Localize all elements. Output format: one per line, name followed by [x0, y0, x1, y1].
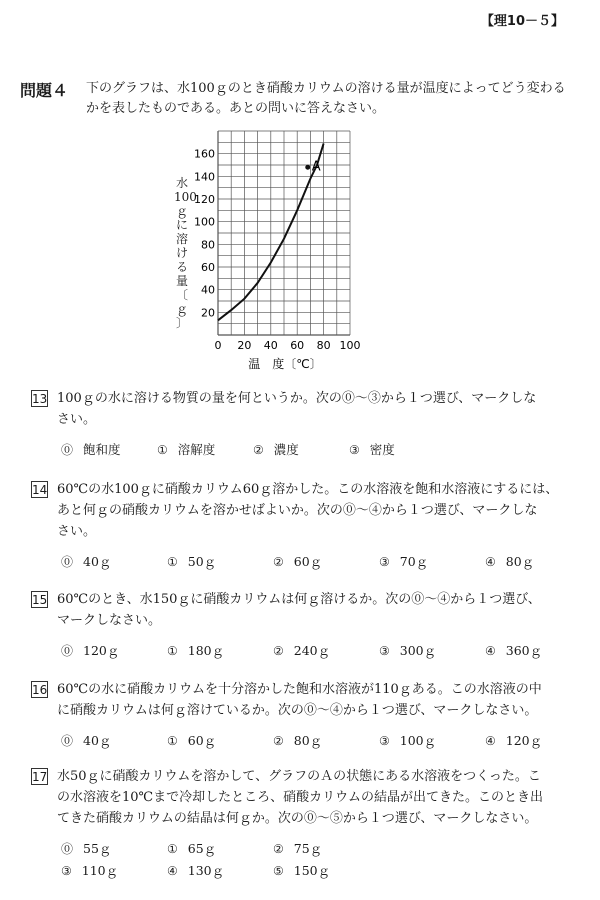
question-text-line: てきた硝酸カリウムの結晶は何ｇか。次の⓪～⑤から１つ選び、マークしなさい。: [57, 811, 538, 826]
answer-options: [61, 552, 581, 572]
option-text: 65ｇ: [187, 841, 217, 856]
option-mark: ③: [379, 555, 390, 569]
answer-option[interactable]: [485, 552, 534, 570]
question-number: 14: [32, 483, 48, 497]
option-text: 80ｇ: [293, 733, 323, 748]
x-tick-label: 80: [316, 339, 331, 352]
x-tick-label: 60: [290, 339, 305, 352]
question-number: 13: [32, 392, 48, 406]
option-text: 40ｇ: [83, 554, 112, 569]
question-text-line: 60℃の水に硝酸カリウムを十分溶かした飽和水溶液が110ｇある。この水溶液の中: [57, 682, 542, 697]
question-text-line: の水溶液を10℃まで冷却したところ、硝酸カリウムの結晶が出てきた。このとき出: [57, 790, 543, 805]
question-text-line: マークしなさい。: [57, 613, 162, 628]
answer-option[interactable]: [167, 839, 216, 857]
option-mark: ③: [379, 734, 390, 748]
question-text-line: あと何ｇの硝酸カリウムを溶かせばよいか。次の⓪～④から１つ選び、マークしな: [57, 503, 538, 518]
answer-option[interactable]: [273, 861, 330, 879]
answer-option[interactable]: [349, 440, 395, 458]
answer-option[interactable]: [379, 641, 436, 659]
x-tick-label: 20: [237, 339, 252, 352]
y-tick-label: 100: [194, 215, 215, 229]
option-mark: ②: [273, 555, 284, 569]
option-mark: ⓪: [61, 443, 74, 457]
question-text-line: 100ｇの水に溶ける物質の量を何というか。次の⓪～③から１つ選び、マークしな: [57, 391, 537, 406]
option-text: 360ｇ: [505, 643, 543, 658]
answer-option[interactable]: [61, 839, 111, 857]
answer-option[interactable]: [253, 440, 299, 458]
option-mark: ①: [167, 842, 178, 856]
option-text: 180ｇ: [187, 643, 225, 658]
option-mark: ④: [485, 555, 496, 569]
answer-options: [61, 641, 581, 661]
answer-option[interactable]: [167, 731, 216, 749]
option-mark: ③: [61, 864, 72, 878]
question-text-line: さい。: [57, 412, 97, 427]
answer-option[interactable]: [157, 440, 215, 458]
option-text: 80ｇ: [505, 554, 535, 569]
question-number: 17: [32, 770, 48, 784]
answer-option[interactable]: [273, 731, 322, 749]
solubility-chart: [190, 125, 380, 375]
option-text: 240ｇ: [293, 643, 331, 658]
problem-title: 問題４: [20, 81, 69, 100]
answer-option[interactable]: [167, 861, 224, 879]
y-tick-label: 80: [201, 238, 215, 252]
problem-intro: 下のグラフは、水100ｇのとき硝酸カリウムの溶ける量が温度によってどう変わるかを表したものである。あとの問いに答えなさい。: [86, 81, 566, 116]
option-text: 溶解度: [177, 442, 216, 457]
option-mark: ②: [273, 644, 284, 658]
option-mark: ①: [167, 734, 178, 748]
option-mark: ⓪: [61, 842, 74, 856]
option-mark: ①: [167, 644, 178, 658]
answer-option[interactable]: [273, 552, 322, 570]
option-mark: ③: [349, 443, 360, 457]
answer-options: [61, 731, 581, 751]
question-text-line: 水50ｇに硝酸カリウムを溶かして、グラフのＡの状態にある水溶液をつくった。こ: [57, 769, 541, 784]
point-a-label: A: [311, 159, 321, 175]
chart-y-axis-label: 水 100 ｇ に 溶 け る 量 〔 ｇ 〕: [174, 176, 197, 330]
answer-option[interactable]: [167, 552, 216, 570]
option-text: 70ｇ: [399, 554, 429, 569]
option-text: 120ｇ: [505, 733, 543, 748]
option-mark: ⓪: [61, 555, 74, 569]
point-a-marker: [305, 165, 310, 170]
option-text: 50ｇ: [187, 554, 217, 569]
option-text: 110ｇ: [81, 863, 119, 878]
answer-option[interactable]: [61, 861, 118, 879]
answer-option[interactable]: [61, 552, 111, 570]
answer-option[interactable]: [61, 731, 111, 749]
option-text: 75ｇ: [293, 841, 323, 856]
answer-option[interactable]: [61, 440, 121, 458]
y-tick-label: 20: [201, 306, 215, 320]
option-text: 密度: [369, 442, 395, 457]
option-mark: ⑤: [273, 864, 284, 878]
y-tick-label: 140: [194, 170, 215, 184]
answer-option[interactable]: [485, 731, 542, 749]
answer-option[interactable]: [167, 641, 224, 659]
answer-option[interactable]: [485, 641, 542, 659]
answer-options: [61, 440, 581, 460]
y-tick-label: 60: [201, 261, 215, 274]
option-text: 飽和度: [83, 442, 121, 457]
question-number: 16: [32, 683, 48, 697]
answer-option[interactable]: [61, 641, 119, 659]
option-text: 60ｇ: [187, 733, 217, 748]
answer-option[interactable]: [273, 641, 330, 659]
y-tick-label: 160: [194, 147, 215, 161]
y-tick-label: 40: [201, 283, 215, 297]
chart-x-axis-label: 温 度〔℃〕: [248, 357, 322, 371]
option-text: 130ｇ: [187, 863, 225, 878]
answer-options: [61, 861, 581, 881]
option-text: 濃度: [273, 442, 299, 457]
option-mark: ①: [167, 555, 178, 569]
option-text: 150ｇ: [293, 863, 331, 878]
answer-options: [61, 839, 581, 859]
option-mark: ②: [273, 734, 284, 748]
option-text: 60ｇ: [293, 554, 323, 569]
x-tick-label: 0: [214, 339, 222, 352]
option-mark: ②: [253, 443, 264, 457]
question-text-line: 60℃のとき、水150ｇに硝酸カリウムは何ｇ溶けるか。次の⓪～④から１つ選び、: [57, 592, 541, 607]
option-mark: ④: [167, 864, 178, 878]
page-header: 【理10－５】: [480, 14, 564, 29]
option-mark: ④: [485, 734, 496, 748]
question-text-line: に硝酸カリウムは何ｇ溶けているか。次の⓪～④から１つ選び、マークしなさい。: [57, 703, 538, 718]
option-text: 55ｇ: [83, 841, 112, 856]
question-number: 15: [32, 593, 48, 607]
answer-option[interactable]: [273, 839, 322, 857]
option-mark: ⓪: [61, 734, 74, 748]
option-mark: ②: [273, 842, 284, 856]
x-tick-label: 100: [339, 339, 361, 352]
x-tick-label: 40: [263, 339, 278, 352]
answer-option[interactable]: [379, 731, 436, 749]
option-text: 300ｇ: [399, 643, 437, 658]
option-text: 40ｇ: [83, 733, 112, 748]
answer-option[interactable]: [379, 552, 428, 570]
option-text: 120ｇ: [83, 643, 120, 658]
option-mark: ④: [485, 644, 496, 658]
question-text-line: さい。: [57, 524, 97, 539]
question-text-line: 60℃の水100ｇに硝酸カリウム60ｇ溶かした。この水溶液を飽和水溶液にするには、: [57, 482, 559, 497]
option-mark: ③: [379, 644, 390, 658]
y-tick-label: 120: [194, 193, 215, 206]
option-mark: ⓪: [61, 644, 74, 658]
option-mark: ①: [157, 443, 168, 457]
option-text: 100ｇ: [399, 733, 437, 748]
